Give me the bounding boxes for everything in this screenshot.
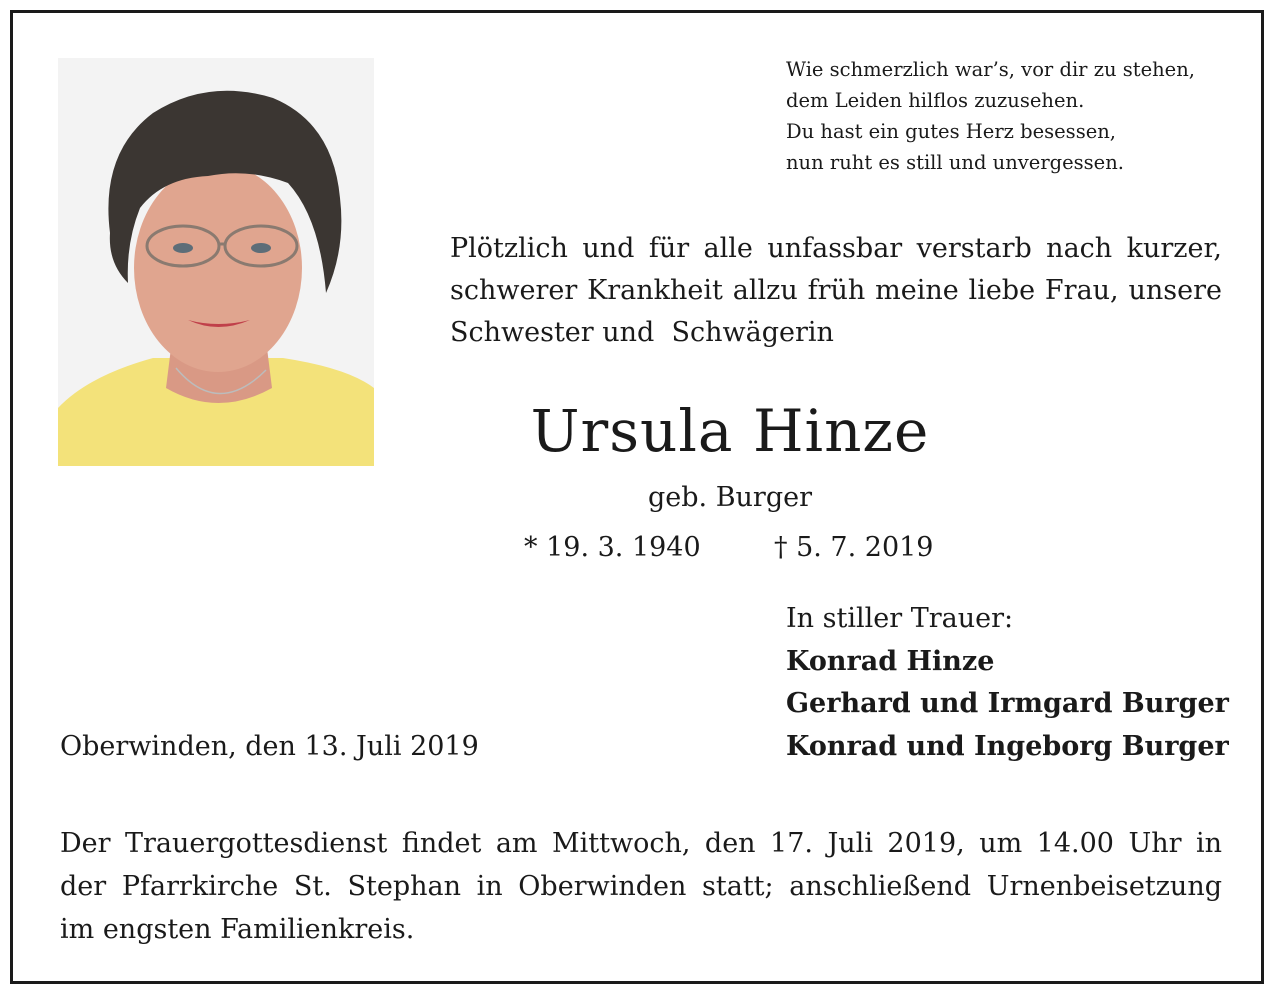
deceased-name: Ursula Hinze — [530, 397, 930, 465]
poem-line: Du hast ein gutes Herz besessen, — [786, 120, 1116, 143]
poem-line: nun ruht es still und unvergessen. — [786, 151, 1124, 174]
mourner-name: Konrad und Ingeborg Burger — [786, 730, 1229, 762]
birth-date: * 19. 3. 1940 — [524, 532, 701, 563]
mourner-name: Gerhard und Irmgard Burger — [786, 688, 1229, 719]
maiden-name: geb. Burger — [647, 482, 813, 513]
announcement-line: Plötzlich und für alle unfassbar verstarb nach kurzer, — [450, 233, 1222, 264]
mourners — [786, 598, 1256, 768]
mourners-heading: In stiller Trauer: — [786, 603, 1014, 634]
service-line: im engsten Familienkreis. — [60, 914, 415, 945]
mourner-name: Konrad Hinze — [786, 645, 995, 677]
poem-line: dem Leiden hilflos zuzusehen. — [786, 89, 1085, 112]
place-date: Oberwinden, den 13. Juli 2019 — [60, 731, 479, 762]
announcement-text — [450, 228, 1222, 354]
service-notice — [60, 822, 1222, 951]
poem-line: Wie schmerzlich war’s, vor dir zu stehen, — [786, 58, 1195, 81]
life-dates — [520, 527, 960, 569]
service-line: Der Trauergottesdienst findet am Mittwoch, den 17. Juli 2019, um 14.00 Uhr in — [60, 828, 1222, 859]
poem — [786, 54, 1256, 178]
announcement-line: Schwester und Schwägerin — [450, 317, 834, 348]
service-line: der Pfarrkirche St. Stephan in Oberwinden statt; anschließend Urnenbeisetzung — [60, 871, 1222, 902]
death-date: † 5. 7. 2019 — [774, 532, 934, 563]
portrait-photo — [58, 58, 374, 466]
announcement-line: schwerer Krankheit allzu früh meine liebe Frau, unsere — [450, 275, 1222, 306]
